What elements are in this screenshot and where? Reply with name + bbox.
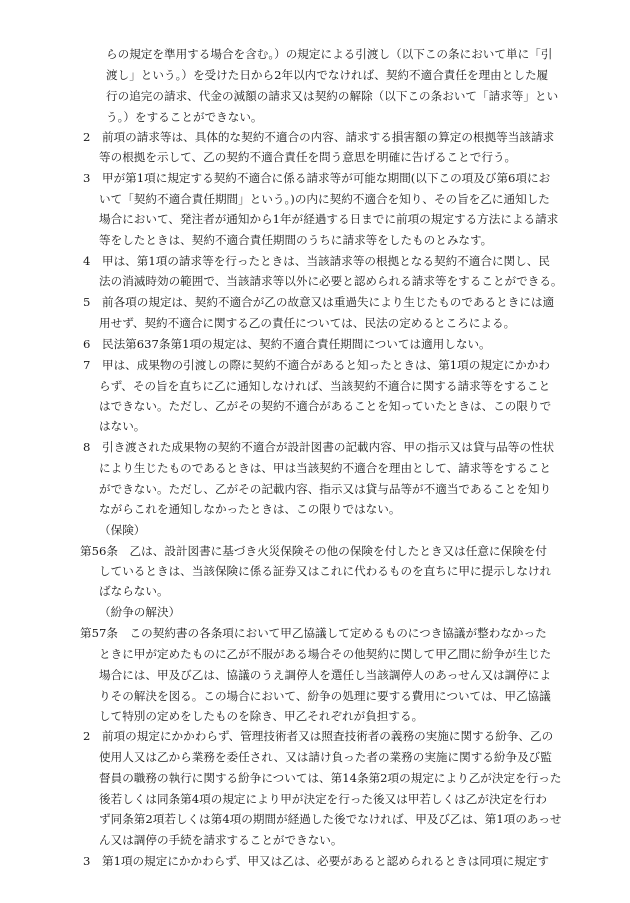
text-line: 後若しくは同条第4項の規定により甲が決定を行った後又は甲若しくは乙が決定を行わ xyxy=(99,791,547,806)
paragraph-3-line: 3 第1項の規定にかかわらず、甲又は乙は、必要があると認められるときは同項に規定す xyxy=(83,853,549,868)
article-56-line: 第56条 乙は、設計図書に基づき火災保険その他の保険を付したとき又は任意に保険を付 xyxy=(80,543,547,558)
article-57-line: 第57条 この契約書の各条項において甲乙協議して定めるものにつき協議が整わなかった xyxy=(80,626,547,641)
text-line: しているときは、当該保険に係る証券又はこれに代わるものを直ちに甲に提示しなけれ xyxy=(99,564,552,579)
text-line: ときに甲が定めたものに乙が不服がある場合その他契約に関して甲乙間に紛争が生じた xyxy=(99,646,552,661)
text-line: により生じたものであるときは、甲は当該契約不適合を理由として、請求等をすること xyxy=(99,461,551,476)
text-line: 督員の職務の執行に関する紛争については、第14条第2項の規定により乙が決定を行った xyxy=(99,771,562,786)
text-line: はできない。ただし、乙がその契約不適合があることを知っていたときは、この限りで xyxy=(99,398,552,413)
text-line: 等をしたときは、契約不適合責任期間のうちに請求等をしたものとみなす。 xyxy=(99,232,493,247)
paragraph-3-line: 3 甲が第1項に規定する契約不適合に係る請求等が可能な期間(以下この項及び第6項にお xyxy=(83,171,551,186)
text-line: 場合には、甲及び乙は、協議のうえ調停人を選任し当該調停人のあっせん又は調停によ xyxy=(99,667,552,682)
text-line: 行の追完の請求、代金の減額の請求又は契約の解除（以下この条おいて「請求等」とい xyxy=(106,88,559,103)
paragraph-5-line: 5 前各項の規定は、契約不適合が乙の故意又は重過失により生じたものであるときには適 xyxy=(83,295,555,310)
text-line: はない。 xyxy=(99,419,146,434)
text-line: して特別の定めをしたものを除き、甲乙それぞれが負担する。 xyxy=(99,708,424,723)
text-line: 法の消滅時効の範囲で、当該請求等以外に必要と認められる請求等をすることができる。 xyxy=(99,274,563,289)
text-line: りその解決を図る。この場合において、紛争の処理に要する費用については、甲乙協議 xyxy=(99,688,551,703)
text-line: 等の根拠を示して、乙の契約不適合責任を問う意思を明確に告げることで行う。 xyxy=(99,150,517,165)
text-line: う。）をすることができない。 xyxy=(106,109,263,124)
text-line: 使用人又は乙から業務を委任され、又は請け負った者の業務の実施に関する紛争及び監 xyxy=(99,750,552,765)
text-line: 渡し」という。）を受けた日から2年以内でなければ、契約不適合責任を理由とした履 xyxy=(106,67,549,82)
section-heading-dispute: （紛争の解決） xyxy=(99,605,181,620)
paragraph-7-line: 7 甲は、成果物の引渡しの際に契約不適合があると知ったときは、第1項の規定にかかわ xyxy=(83,357,550,372)
text-line: ができない。ただし、乙がその記載内容、指示又は貸与品等が不適当であることを知り xyxy=(99,481,552,496)
paragraph-6-line: 6 民法第637条第1項の規定は、契約不適合責任期間については適用しない。 xyxy=(83,336,491,351)
paragraph-4-line: 4 甲は、第1項の請求等を行ったときは、当該請求等の根拠となる契約不適合に関し、民 xyxy=(83,253,550,268)
text-line: らの規定を準用する場合を含む。）の規定による引渡し（以下この条において単に「引 xyxy=(106,46,553,61)
paragraph-8-line: 8 引き渡された成果物の契約不適合が設計図書の記載内容、甲の指示又は貸与品等の性状 xyxy=(83,440,555,455)
text-line: ん又は調停の手続を請求することができない。 xyxy=(99,832,343,847)
paragraph-2-line: 2 前項の請求等は、具体的な契約不適合の内容、請求する損害額の算定の根拠等当該請求 xyxy=(83,130,555,145)
text-line: 場合において、発注者が通知から1年が経過する日までに前項の規定する方法による請求 xyxy=(99,211,559,226)
text-line: ず同条第2項若しくは第4項の期間が経過した後でなければ、甲及び乙は、第1項のあっせ xyxy=(99,811,562,826)
text-line: 用せず、契約不適合に関する乙の責任については、民法の定めるところによる。 xyxy=(99,316,516,331)
text-line: いて「契約不適合責任期間」という。)の内に契約不適合を知り、その旨を乙に通知した xyxy=(99,191,550,206)
text-line: ながらこれを通知しなかったときは、この限りではない。 xyxy=(99,501,401,516)
text-line: らず、その旨を直ちに乙に通知しなければ、当該契約不適合に関する請求等をすること xyxy=(99,378,551,393)
section-heading-insurance: （保険） xyxy=(99,522,146,537)
text-line: ばならない。 xyxy=(99,584,169,599)
paragraph-2-line: 2 前項の規定にかかわらず、管理技術者又は照査技術者の義務の実施に関する紛争、乙の xyxy=(83,729,554,744)
